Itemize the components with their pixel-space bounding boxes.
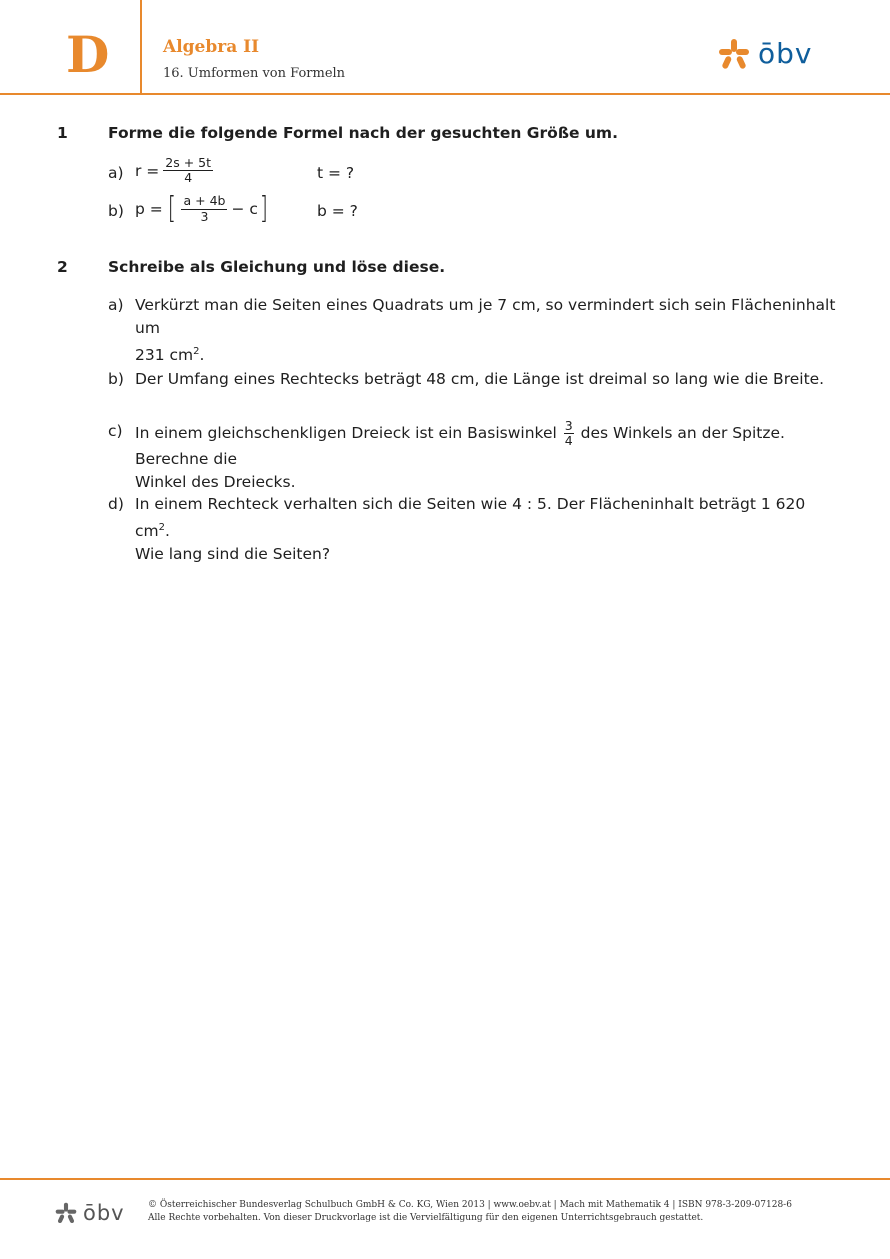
publisher-logo xyxy=(718,38,812,70)
task-2c-post: des Winkels an der Spitze. Berechne die xyxy=(135,423,785,468)
task-2d-exponent: 2 xyxy=(158,522,165,533)
logo-text: ōbv xyxy=(758,37,813,70)
task-2a-text xyxy=(135,294,845,367)
fraction xyxy=(564,419,574,448)
open-bracket: [ xyxy=(167,191,176,226)
task-1-title: Forme die folgende Formel nach der gesuchten Größe um. xyxy=(108,124,618,142)
task-2a-line2 xyxy=(135,340,845,367)
task-2d-period: . xyxy=(165,522,170,541)
task-1a-target: t = ? xyxy=(317,164,355,182)
task-2d-line2: Wie lang sind die Seiten? xyxy=(135,545,331,564)
task-1-number: 1 xyxy=(57,124,68,142)
formula-lhs: r = xyxy=(135,161,160,180)
task-2-title: Schreibe als Gleichung und löse diese. xyxy=(108,258,446,276)
fraction xyxy=(163,156,213,186)
chapter-letter: D xyxy=(66,25,110,84)
fraction-numerator: a + 4b xyxy=(183,193,226,209)
task-2a-period: . xyxy=(199,346,205,365)
task-2a-line1: Verkürzt man die Seiten eines Quadrats um je 7 cm, so vermindert sich sein Flächeninhalt um xyxy=(135,296,836,337)
task-2c-line2: Winkel des Dreiecks. xyxy=(135,472,296,491)
obv-star-icon xyxy=(55,1202,77,1224)
fraction-numerator: 2s + 5t xyxy=(165,155,212,170)
task-2d-label: d) xyxy=(108,495,124,513)
footer-divider xyxy=(0,1178,890,1180)
fraction xyxy=(181,194,227,224)
task-2b-text: Der Umfang eines Rechtecks beträgt 48 cm, die Länge ist dreimal so lang wie die Breite. xyxy=(135,370,825,388)
fraction-denominator: 4 xyxy=(184,170,193,186)
task-2b-label: b) xyxy=(108,370,124,388)
task-2c-pre: In einem gleichschenkligen Dreieck ist ein Basiswinkel xyxy=(135,423,557,442)
footer-text xyxy=(148,1199,792,1225)
close-bracket: ] xyxy=(259,191,268,226)
copyright-line: © Österreichischer Bundesverlag Schulbuch GmbH & Co. KG, Wien 2013 | www.oebv.at | Mach mit Mathematik 4 | ISBN 978-3-209-07128-6 xyxy=(148,1200,792,1210)
header-separator xyxy=(140,0,142,94)
rights-line: Alle Rechte vorbehalten. Von dieser Druckvorlage ist die Vervielfältigung für den eigenen Unterrichtsgebrauch gestattet. xyxy=(148,1213,704,1223)
task-1b-formula xyxy=(135,191,270,226)
task-1a-formula xyxy=(135,156,217,186)
task-1b-target: b = ? xyxy=(317,202,358,220)
task-2-number: 2 xyxy=(57,258,68,276)
task-2a-label: a) xyxy=(108,296,124,314)
fraction-denominator: 4 xyxy=(564,432,573,448)
task-1a-label: a) xyxy=(108,164,124,182)
task-2a-exponent: 2 xyxy=(193,346,200,357)
task-2c-text xyxy=(135,419,845,494)
header-divider xyxy=(0,93,890,95)
fraction-numerator: 3 xyxy=(564,418,573,433)
page-title: Algebra II xyxy=(163,37,260,57)
obv-star-icon xyxy=(718,38,750,70)
task-2d-line1 xyxy=(135,493,845,543)
page-subtitle: 16. Umformen von Formeln xyxy=(163,66,346,81)
fraction-denominator: 3 xyxy=(200,208,209,224)
task-2a-value: 231 cm xyxy=(135,346,194,365)
formula-lhs: p = xyxy=(135,200,163,218)
formula-rest: − c xyxy=(231,200,258,218)
task-2d-text xyxy=(135,493,845,566)
task-2c-line1 xyxy=(135,419,845,471)
footer-logo xyxy=(55,1202,125,1224)
page-header xyxy=(0,0,890,95)
task-2c-label: c) xyxy=(108,422,123,440)
task-1b-label: b) xyxy=(108,202,124,220)
task-2d-pre: In einem Rechteck verhalten sich die Seiten wie 4 : 5. Der Flächeninhalt beträgt 1 620 cm xyxy=(135,495,806,541)
footer-logo-text: ōbv xyxy=(83,1200,125,1225)
